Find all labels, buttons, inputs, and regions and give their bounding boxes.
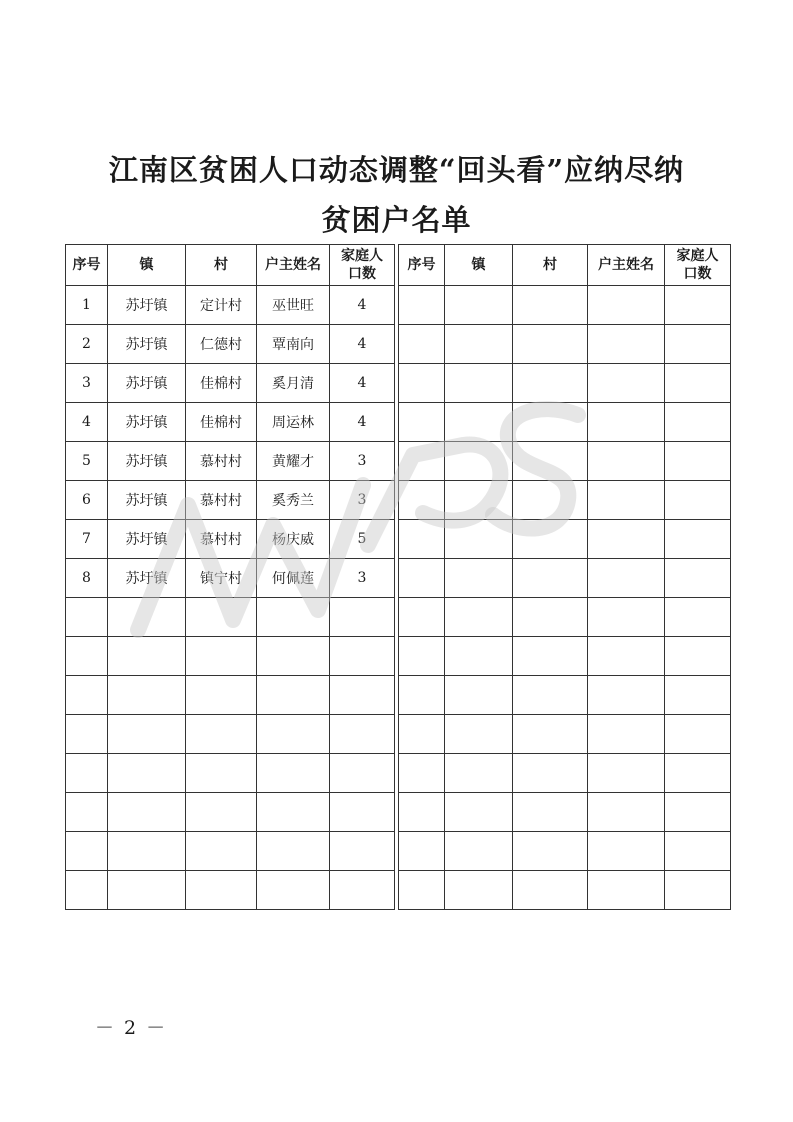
cell-index [399, 403, 445, 442]
cell-index [66, 637, 108, 676]
cell-town [445, 871, 513, 910]
cell-householder [588, 832, 665, 871]
cell-family-size: 4 [330, 325, 395, 364]
table-row [399, 676, 731, 715]
cell-index [399, 871, 445, 910]
cell-village [513, 598, 588, 637]
cell-householder [588, 520, 665, 559]
cell-village [513, 559, 588, 598]
cell-village [186, 832, 257, 871]
table-row [399, 832, 731, 871]
cell-index [399, 637, 445, 676]
cell-town [108, 832, 186, 871]
cell-town: 苏圩镇 [108, 403, 186, 442]
table-row [399, 598, 731, 637]
table-row [399, 481, 731, 520]
cell-family-size [665, 442, 731, 481]
cell-householder [257, 754, 330, 793]
table-row [66, 715, 395, 754]
cell-village: 佳棉村 [186, 364, 257, 403]
cell-index [399, 520, 445, 559]
cell-family-size [665, 286, 731, 325]
cell-index: 8 [66, 559, 108, 598]
header-town: 镇 [108, 245, 186, 286]
cell-householder: 奚月清 [257, 364, 330, 403]
cell-village [513, 520, 588, 559]
cell-family-size [665, 793, 731, 832]
table-row [66, 871, 395, 910]
table-row [66, 403, 395, 442]
cell-index [399, 364, 445, 403]
cell-town [445, 325, 513, 364]
cell-village [513, 325, 588, 364]
cell-village: 佳棉村 [186, 403, 257, 442]
cell-family-size: 3 [330, 559, 395, 598]
header-householder: 户主姓名 [257, 245, 330, 286]
table-row [66, 286, 395, 325]
cell-town [445, 481, 513, 520]
table-row [399, 403, 731, 442]
cell-family-size: 3 [330, 481, 395, 520]
cell-town: 苏圩镇 [108, 520, 186, 559]
cell-family-size [665, 364, 731, 403]
cell-householder [588, 871, 665, 910]
header-family-size: 家庭人口数 [330, 245, 395, 286]
cell-index: 1 [66, 286, 108, 325]
cell-index [66, 598, 108, 637]
cell-householder [588, 286, 665, 325]
table-row [399, 559, 731, 598]
cell-village [186, 715, 257, 754]
cell-index [66, 871, 108, 910]
cell-family-size [330, 832, 395, 871]
header-index: 序号 [66, 245, 108, 286]
cell-index: 5 [66, 442, 108, 481]
cell-householder [588, 598, 665, 637]
cell-town [445, 520, 513, 559]
cell-index [399, 598, 445, 637]
cell-family-size [330, 637, 395, 676]
cell-householder: 杨庆威 [257, 520, 330, 559]
cell-town: 苏圩镇 [108, 364, 186, 403]
cell-householder [257, 793, 330, 832]
cell-family-size [330, 598, 395, 637]
cell-family-size [665, 325, 731, 364]
table-row [399, 520, 731, 559]
cell-village: 定计村 [186, 286, 257, 325]
cell-householder [257, 832, 330, 871]
cell-index [66, 676, 108, 715]
cell-householder [588, 403, 665, 442]
cell-householder [588, 637, 665, 676]
table-row [399, 286, 731, 325]
cell-town [108, 715, 186, 754]
cell-family-size [665, 403, 731, 442]
cell-householder: 巫世旺 [257, 286, 330, 325]
cell-village [513, 364, 588, 403]
cell-village [186, 754, 257, 793]
cell-village: 慕村村 [186, 520, 257, 559]
cell-index [66, 754, 108, 793]
cell-town: 苏圩镇 [108, 325, 186, 364]
table-header-row [399, 245, 731, 286]
cell-village: 慕村村 [186, 442, 257, 481]
cell-town [445, 793, 513, 832]
cell-index: 6 [66, 481, 108, 520]
cell-village [513, 715, 588, 754]
cell-town [108, 754, 186, 793]
cell-householder [588, 442, 665, 481]
cell-householder: 何佩莲 [257, 559, 330, 598]
cell-index [399, 832, 445, 871]
cell-family-size: 4 [330, 286, 395, 325]
document-title-line2: 贫困户名单 [321, 203, 472, 237]
table-row [66, 637, 395, 676]
cell-index [399, 754, 445, 793]
cell-index [399, 559, 445, 598]
household-table-left [65, 244, 395, 910]
cell-family-size [665, 598, 731, 637]
cell-town [445, 286, 513, 325]
cell-householder [588, 481, 665, 520]
cell-householder [588, 325, 665, 364]
cell-family-size [330, 793, 395, 832]
cell-town: 苏圩镇 [108, 559, 186, 598]
header-index: 序号 [399, 245, 445, 286]
table-row [399, 793, 731, 832]
table-row [399, 325, 731, 364]
cell-family-size [665, 481, 731, 520]
cell-householder: 黄耀才 [257, 442, 330, 481]
cell-town [445, 715, 513, 754]
table-row [66, 325, 395, 364]
cell-town: 苏圩镇 [108, 286, 186, 325]
cell-householder [588, 676, 665, 715]
cell-index: 2 [66, 325, 108, 364]
table-row [66, 754, 395, 793]
cell-family-size [665, 520, 731, 559]
table-row [66, 832, 395, 871]
cell-index: 4 [66, 403, 108, 442]
cell-town [108, 637, 186, 676]
cell-village [186, 871, 257, 910]
cell-family-size [665, 832, 731, 871]
cell-householder [588, 715, 665, 754]
table-row [66, 559, 395, 598]
table-row [66, 520, 395, 559]
cell-family-size [330, 871, 395, 910]
cell-index: 3 [66, 364, 108, 403]
cell-town [445, 832, 513, 871]
cell-village [513, 286, 588, 325]
cell-family-size [330, 676, 395, 715]
cell-village [513, 832, 588, 871]
cell-village: 慕村村 [186, 481, 257, 520]
cell-village [513, 871, 588, 910]
cell-family-size [665, 676, 731, 715]
cell-index [66, 793, 108, 832]
cell-householder [588, 754, 665, 793]
cell-householder [588, 364, 665, 403]
cell-householder: 奚秀兰 [257, 481, 330, 520]
cell-index [399, 286, 445, 325]
cell-index [399, 715, 445, 754]
cell-town [445, 598, 513, 637]
cell-index [399, 676, 445, 715]
header-family-size: 家庭人口数 [665, 245, 731, 286]
cell-householder [257, 637, 330, 676]
cell-family-size [330, 715, 395, 754]
cell-index [399, 325, 445, 364]
cell-family-size [330, 754, 395, 793]
cell-village: 镇宁村 [186, 559, 257, 598]
cell-town [108, 871, 186, 910]
cell-family-size [665, 871, 731, 910]
cell-village [513, 481, 588, 520]
cell-town [445, 676, 513, 715]
cell-village [186, 637, 257, 676]
cell-householder [257, 871, 330, 910]
cell-village [186, 793, 257, 832]
table-row [399, 715, 731, 754]
cell-town [445, 559, 513, 598]
table-header-row [66, 245, 395, 286]
table-row [399, 637, 731, 676]
cell-index [399, 793, 445, 832]
cell-family-size: 4 [330, 403, 395, 442]
table-row [399, 442, 731, 481]
table-row [66, 676, 395, 715]
document-title-line1: 江南区贫困人口动态调整“回头看”应纳尽纳 [108, 153, 685, 187]
page-number: － 2 － [95, 1017, 168, 1039]
cell-town [108, 676, 186, 715]
cell-householder [257, 715, 330, 754]
table-row [66, 364, 395, 403]
cell-householder [588, 793, 665, 832]
cell-village [513, 793, 588, 832]
cell-index: 7 [66, 520, 108, 559]
table-row [66, 442, 395, 481]
cell-town [445, 364, 513, 403]
cell-family-size [665, 637, 731, 676]
cell-family-size: 3 [330, 442, 395, 481]
cell-town [108, 598, 186, 637]
cell-village [513, 676, 588, 715]
cell-village [513, 403, 588, 442]
cell-index [66, 715, 108, 754]
table-row [399, 871, 731, 910]
household-table-container [65, 244, 731, 910]
cell-family-size: 4 [330, 364, 395, 403]
table-row [66, 598, 395, 637]
cell-householder [588, 559, 665, 598]
cell-householder [257, 676, 330, 715]
cell-householder [257, 598, 330, 637]
table-row [399, 364, 731, 403]
cell-town [445, 754, 513, 793]
cell-householder: 覃南向 [257, 325, 330, 364]
cell-family-size: 5 [330, 520, 395, 559]
table-row [399, 754, 731, 793]
cell-village [186, 598, 257, 637]
cell-family-size [665, 715, 731, 754]
cell-town [445, 637, 513, 676]
cell-index [66, 832, 108, 871]
cell-village: 仁德村 [186, 325, 257, 364]
header-town: 镇 [445, 245, 513, 286]
cell-town [445, 403, 513, 442]
cell-index [399, 481, 445, 520]
cell-family-size [665, 559, 731, 598]
cell-village [513, 754, 588, 793]
cell-village [513, 637, 588, 676]
table-row [66, 481, 395, 520]
cell-town [445, 442, 513, 481]
cell-town: 苏圩镇 [108, 442, 186, 481]
header-householder: 户主姓名 [588, 245, 665, 286]
cell-town: 苏圩镇 [108, 481, 186, 520]
cell-index [399, 442, 445, 481]
table-row [66, 793, 395, 832]
cell-village [513, 442, 588, 481]
household-table-right [398, 244, 731, 910]
header-village: 村 [513, 245, 588, 286]
watermark-text: WPS [118, 395, 121, 396]
cell-householder: 周运林 [257, 403, 330, 442]
header-village: 村 [186, 245, 257, 286]
cell-town [108, 793, 186, 832]
cell-village [186, 676, 257, 715]
cell-family-size [665, 754, 731, 793]
